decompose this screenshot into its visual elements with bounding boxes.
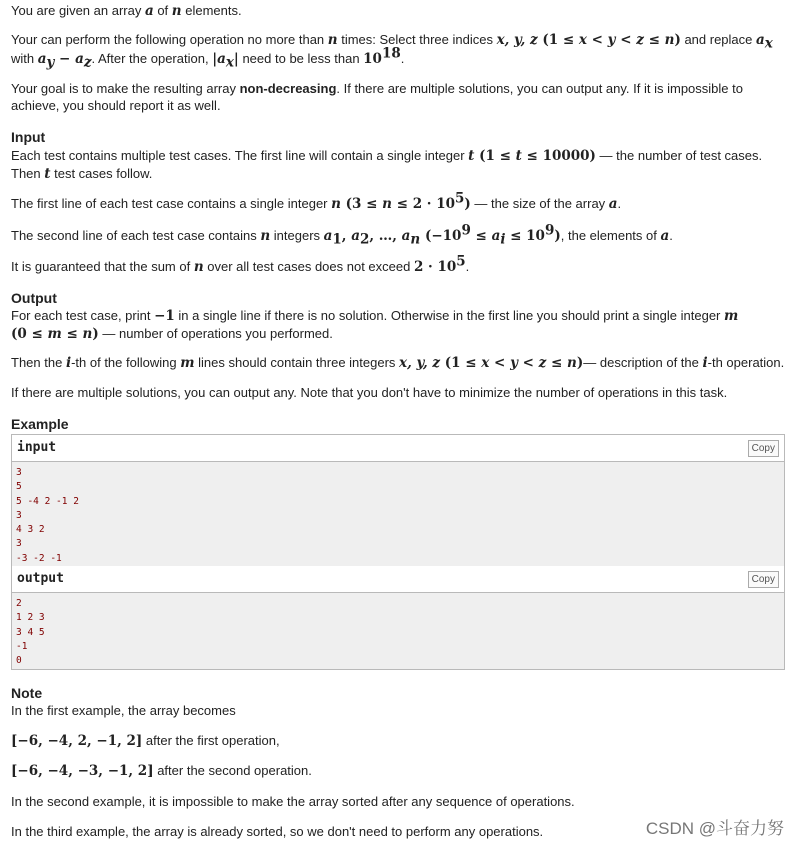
statement-paragraph-1: You are given an array a of n elements. [11,3,242,19]
statement-paragraph-2-line-2: with $a_y - a_z$. After the operation, $|a_x|$ need to be less than $10^{18}$. [11,45,405,71]
sample-output-text: 2 1 2 3 3 4 5 -1 0 [16,598,45,667]
note-title: Note [11,685,43,701]
statement-paragraph-2-line-1: Your can perform the following operation no more than n times: Select three indices x, y, z (1 ≤ x < y < z ≤ n) and replace $a_x$ [11,32,773,52]
statement-paragraph-3: Your goal is to make the resulting array non-decreasing. If there are multiple solutions, you can output any. If it is impossible to achieve, you should report it as well. [11,81,743,113]
copy-output-button[interactable]: Copy [748,571,779,588]
note-paragraph-1: In the first example, the array becomes [11,703,236,718]
sample-output-header [12,566,784,593]
note-paragraph-5: In the third example, the array is already sorted, so we don't need to perform any operations. [11,824,544,839]
sample-input-text: 3 5 5 -4 2 -1 2 3 4 3 2 3 -3 -2 -1 [16,467,79,564]
sample-output-label: output [17,571,64,586]
sample-input-header [12,435,784,462]
input-paragraph-1: Each test contains multiple test cases. The first line will contain a single integer t (1 ≤ t ≤ 10000) — the number of test cases. Then t test cases follow. [11,148,763,182]
example-title: Example [11,416,69,432]
note-paragraph-3: [−6, −4, −3, −1, 2] after the second operation. [11,763,312,779]
input-paragraph-4: It is guaranteed that the sum of n over all test cases does not exceed $2 \cdot 10^5$. [11,253,470,275]
sample-output-box [11,566,785,670]
input-paragraph-2: The first line of each test case contains a single integer n $(3 \le n \le 2 \cdot 10^5)$ — the size of the array a. [11,190,622,212]
sample-input-label: input [17,440,57,455]
input-paragraph-3: The second line of each test case contains n integers $a_1$, $a_2$, …, $a_n$ $(-10^9 \le a_i \le 10^9)$, the elements of a. [11,222,673,248]
sample-input-box [11,434,785,567]
output-paragraph-3: If there are multiple solutions, you can output any. Note that you don't have to minimize the number of operations in this task. [11,385,728,400]
copy-input-button[interactable]: Copy [748,440,779,457]
csdn-watermark: CSDN @斗奋力努 [645,819,784,838]
note-paragraph-4: In the second example, it is impossible to make the array sorted after any sequence of operations. [11,794,575,809]
note-paragraph-2: [−6, −4, 2, −1, 2] after the first operation, [11,733,280,749]
input-section-title: Input [11,129,46,145]
output-paragraph-2: Then the i-th of the following m lines should contain three integers x, y, z (1 ≤ x < y < z ≤ n)— description of the i-th operation. [11,355,785,371]
output-paragraph-1: For each test case, print −1 in a single line if there is no solution. Otherwise in the first line you should print a single integer m (0 ≤ m ≤ n) — number of operations you performed. [11,308,739,342]
output-section-title: Output [11,290,57,306]
